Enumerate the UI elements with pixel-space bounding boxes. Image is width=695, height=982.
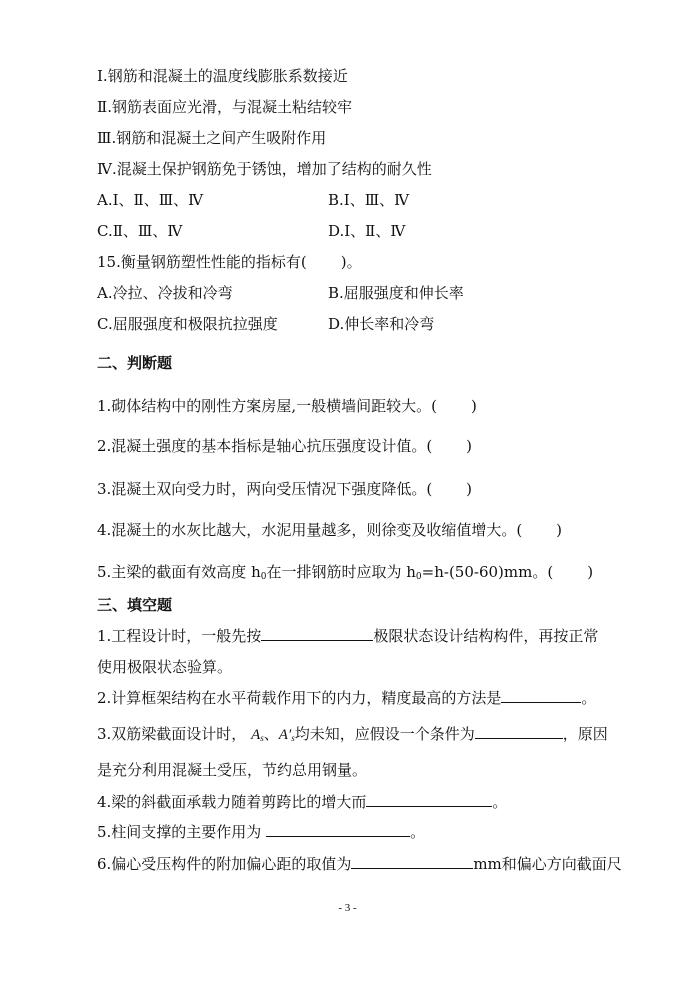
q14-statement-1: Ⅰ.钢筋和混凝土的温度线膨胀系数接近 — [97, 67, 348, 85]
answer-blank — [261, 626, 373, 641]
subscript: 0 — [415, 572, 422, 582]
judgement-item-2 — [97, 436, 472, 456]
q15-stem — [97, 252, 362, 272]
q14-option-b: B.Ⅰ、Ⅲ、Ⅳ — [328, 191, 410, 209]
answer-blank — [475, 724, 563, 739]
fill-item-2 — [97, 688, 596, 708]
section3-title: 三、填空题 — [97, 596, 173, 614]
page-number: - 3 - — [338, 902, 357, 914]
q15-stem-text: 15.衡量钢筋塑性性能的指标有( — [97, 253, 307, 271]
q15-option-c: C.屈服强度和极限抗拉强度 — [97, 315, 278, 333]
fill-item-text: 4.梁的斜截面承载力随着剪跨比的增大而 — [97, 793, 367, 811]
q14-option-d: D.Ⅰ、Ⅱ、Ⅳ — [328, 222, 406, 240]
q15-stem-close: )。 — [340, 253, 362, 271]
judgement-item-1 — [97, 396, 477, 416]
fill-item-text: 5.柱间支撑的主要作用为 — [97, 823, 262, 841]
judgement-item-text: 3.混凝土双向受力时，两向受压情况下强度降低。( — [97, 480, 433, 498]
fill-item-text: mm和偏心方向截面尺 — [473, 855, 622, 873]
fill-item-text: 。 — [581, 689, 597, 707]
judgement-item-text: 5.主梁的截面有效高度 h — [97, 563, 261, 581]
judgement-item-close: ) — [587, 563, 594, 581]
fill-item-text: 1.工程设计时，一般先按 — [97, 627, 262, 645]
fill-item-text: ，原因 — [562, 725, 608, 743]
judgement-item-text: 2.混凝土强度的基本指标是轴心抗压强度设计值。( — [97, 437, 433, 455]
judgement-item-close: ) — [470, 397, 477, 415]
fill-item-text: 3.双筋梁截面设计时， — [97, 725, 247, 743]
fill-item-4 — [97, 792, 507, 812]
judgement-item-5 — [97, 562, 593, 587]
judgement-item-4 — [97, 520, 562, 540]
judgement-item-3 — [97, 479, 472, 499]
fill-item-6 — [97, 854, 622, 874]
subscript: 0 — [260, 572, 267, 582]
q14-statement-2: Ⅱ.钢筋表面应光滑，与混凝土粘结较牢 — [97, 98, 352, 116]
fill-item-text: 6.偏心受压构件的附加偏心距的取值为 — [97, 855, 352, 873]
q14-statement-4: Ⅳ.混凝土保护钢筋免于锈蚀，增加了结构的耐久性 — [97, 160, 432, 178]
judgement-item-text: =h-(50-60)mm。( — [421, 563, 554, 581]
judgement-item-text: 在一排钢筋时应取为 h — [266, 563, 416, 581]
separator: 、 — [263, 725, 279, 743]
judgement-item-text: 1.砌体结构中的刚性方案房屋,一般横墙间距较大。( — [97, 397, 437, 415]
fill-item-text: 。 — [410, 823, 426, 841]
fill-item-text: 2.计算框架结构在水平荷载作用下的内力，精度最高的方法是 — [97, 689, 502, 707]
section2-title: 二、判断题 — [97, 354, 173, 372]
judgement-item-close: ) — [466, 437, 473, 455]
fill-item-3 — [97, 724, 608, 748]
subscript: s — [291, 733, 295, 743]
q15-option-d: D.伸长率和冷弯 — [328, 315, 435, 333]
judgement-item-close: ) — [466, 480, 473, 498]
answer-blank — [266, 822, 410, 837]
fill-item-text: 极限状态设计结构构件，再按正常 — [373, 627, 599, 645]
answer-blank — [351, 854, 473, 869]
fill-item-text: 。 — [492, 793, 508, 811]
symbol-as-prime: A′ — [278, 727, 292, 743]
fill-item-1-continued: 使用极限状态验算。 — [97, 658, 233, 676]
answer-blank — [501, 688, 581, 703]
subscript: s — [260, 733, 264, 743]
fill-item-5 — [97, 822, 425, 842]
q14-option-a: A.Ⅰ、Ⅱ、Ⅲ、Ⅳ — [97, 191, 204, 209]
judgement-item-text: 4.混凝土的水灰比越大，水泥用量越多，则徐变及收缩值增大。( — [97, 521, 523, 539]
q15-option-b: B.屈服强度和伸长率 — [328, 284, 464, 302]
symbol-as: A — [251, 727, 261, 743]
q15-option-a: A.冷拉、冷拔和冷弯 — [97, 284, 233, 302]
fill-item-1 — [97, 626, 598, 646]
q14-statement-3: Ⅲ.钢筋和混凝土之间产生吸附作用 — [97, 129, 327, 147]
judgement-item-close: ) — [556, 521, 563, 539]
fill-item-text: 均未知，应假设一个条件为 — [294, 725, 475, 743]
answer-blank — [366, 792, 492, 807]
q14-option-c: C.Ⅱ、Ⅲ、Ⅳ — [97, 222, 183, 240]
fill-item-3-continued: 是充分利用混凝土受压，节约总用钢量。 — [97, 761, 368, 779]
